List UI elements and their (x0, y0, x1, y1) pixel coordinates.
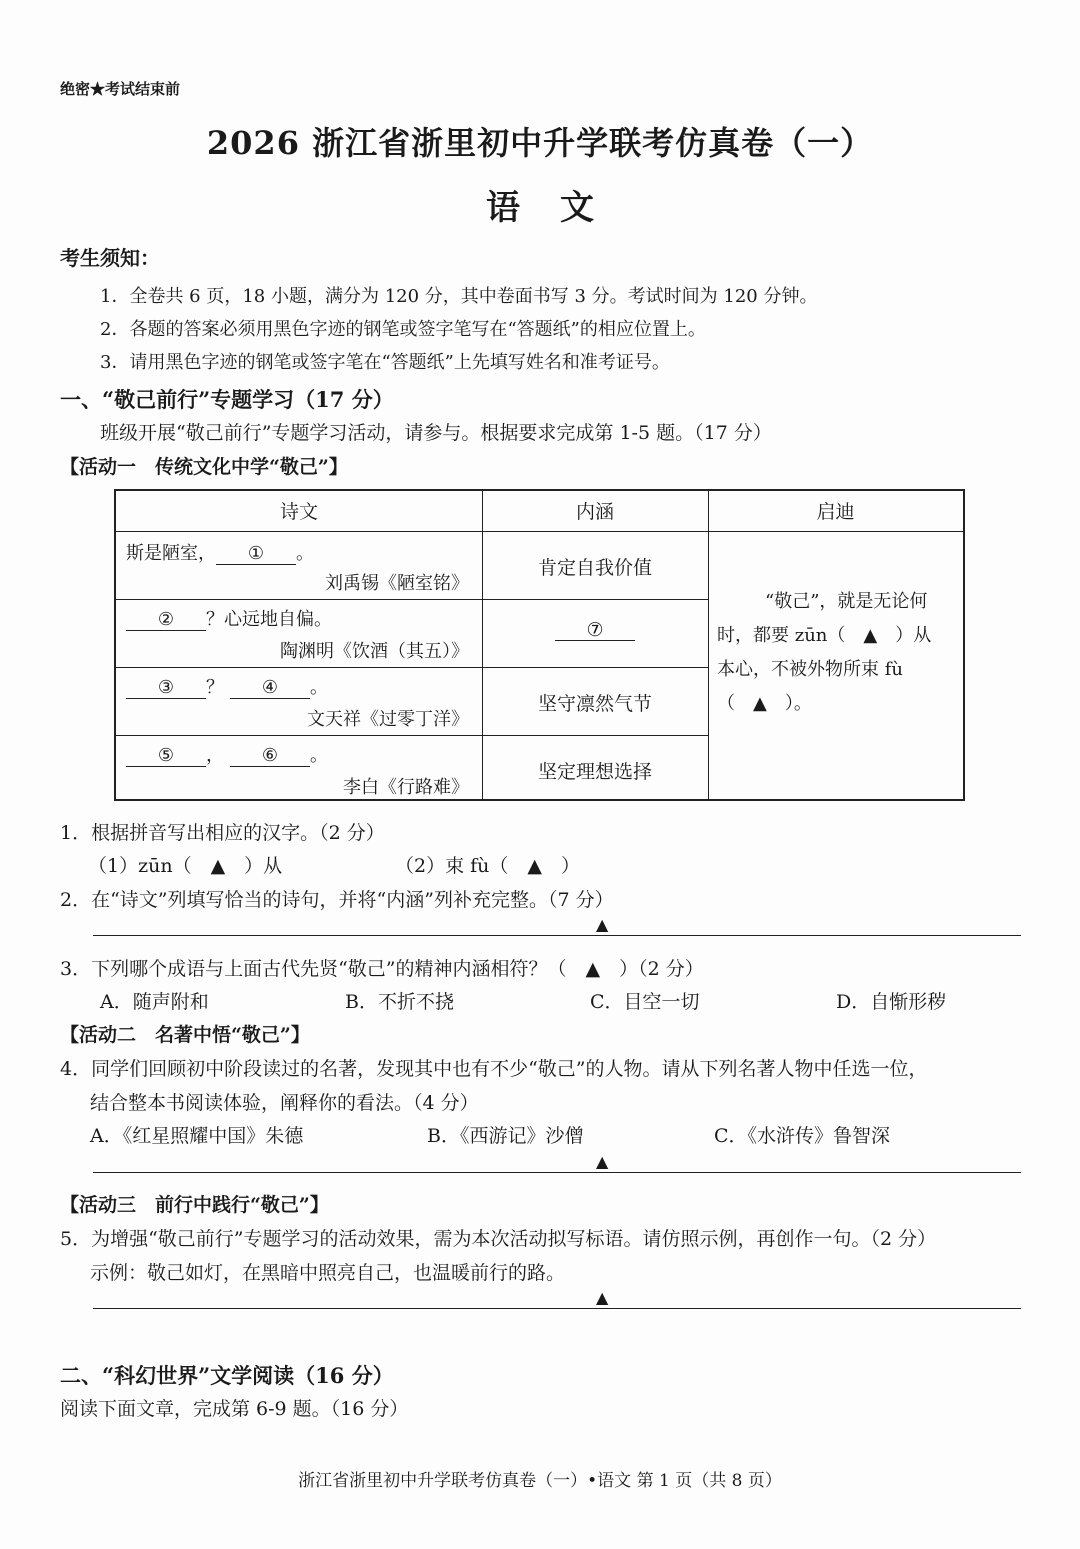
question-5-example: 示例：敬己如灯，在黑暗中照亮自己，也温暖前行的路。 (90, 1262, 566, 1284)
notice-item-3: 3．请用黑色字迹的钢笔或签字笔在“答题纸”上先填写姓名和准考证号。 (100, 352, 670, 373)
table-row-poem (126, 673, 328, 699)
question-2: 2．在“诗文”列填写恰当的诗句，并将“内涵”列补充完整。（7 分） (60, 889, 614, 911)
poem-source: 刘禹锡《陋室铭》 (325, 573, 469, 594)
answer-blank[interactable]: ① (216, 544, 296, 565)
answer-line[interactable] (93, 935, 1021, 936)
table-divider (482, 491, 483, 799)
poem-text: ？ (206, 677, 224, 698)
exam-title: 2026 浙江省浙里初中升学联考仿真卷（一） (206, 124, 874, 162)
question-4-cont: 结合整本书阅读体验，阐释你的看法。（4 分） (90, 1092, 479, 1114)
option-d: D．自惭形秽 (836, 991, 947, 1013)
table-divider (116, 599, 708, 600)
insight-line: 时，都要 zūn（ ▲ ）从 (717, 625, 932, 646)
section2-title: 二、“科幻世界”文学阅读（16 分） (60, 1363, 394, 1388)
table-meaning-cell: 坚守凛然气节 (537, 693, 652, 715)
table-row-poem (126, 741, 328, 767)
poem-text: 斯是陋室， (126, 543, 216, 564)
section2-intro: 阅读下面文章，完成第 6-9 题。（16 分） (60, 1398, 409, 1420)
insight-line: （ ▲ ）。 (717, 693, 812, 714)
notice-item-2: 2．各题的答案必须用黑色字迹的钢笔或签字笔写在“答题纸”的相应位置上。 (100, 319, 706, 340)
section1-intro: 班级开展“敬己前行”专题学习活动，请参与。根据要求完成第 1-5 题。（17 分） (100, 422, 772, 444)
answer-blank[interactable]: ⑥ (230, 746, 310, 767)
subject-title: 语文 (486, 188, 634, 228)
table-meaning-cell: 肯定自我价值 (537, 557, 652, 579)
activity2-title: 【活动二 名著中悟“敬己”】 (60, 1024, 310, 1046)
answer-marker: ▲ (596, 1288, 609, 1307)
answer-marker: ▲ (596, 1152, 609, 1171)
option-b: B．《西游记》沙僧 (427, 1125, 584, 1147)
table-header-meaning: 内涵 (575, 501, 614, 523)
answer-blank[interactable]: ⑦ (555, 620, 635, 641)
activity3-title: 【活动三 前行中践行“敬己”】 (60, 1194, 329, 1216)
table-divider (708, 491, 709, 799)
option-b: B．不折不挠 (345, 991, 454, 1013)
insight-line: “敬己”，就是无论何 (765, 591, 928, 612)
answer-blank[interactable]: ⑤ (126, 746, 206, 767)
table-row-poem (126, 605, 332, 631)
question-1-part-b: （2）束 fù（ ▲ ） (395, 855, 581, 877)
poem-text: 。 (296, 543, 314, 564)
option-c: C．目空一切 (590, 991, 700, 1013)
answer-blank[interactable]: ② (126, 610, 206, 631)
question-5: 5．为增强“敬己前行”专题学习的活动效果，需为本次活动拟写标语。请仿照示例，再创作一句。（2 分） (60, 1228, 937, 1250)
option-a: A．随声附和 (100, 991, 209, 1013)
table-divider (116, 531, 963, 532)
table-meaning-cell (482, 619, 708, 641)
answer-line[interactable] (93, 1172, 1021, 1173)
table-divider (116, 735, 708, 736)
question-1-part-a: （1）zūn（ ▲ ）从 (88, 855, 283, 877)
poem-text: ， (206, 745, 224, 766)
poem-text: 。 (310, 745, 328, 766)
option-c: C．《水浒传》鲁智深 (714, 1125, 891, 1147)
answer-blank[interactable]: ③ (126, 678, 206, 699)
poem-source: 李白《行路难》 (343, 777, 469, 798)
option-a: A．《红星照耀中国》朱德 (90, 1125, 304, 1147)
table-divider (116, 667, 708, 668)
insight-text (717, 585, 957, 721)
activity1-title: 【活动一 传统文化中学“敬己”】 (60, 456, 348, 478)
notice-item-1: 1．全卷共 6 页，18 小题，满分为 120 分，其中卷面书写 3 分。考试时间为 120 分钟。 (100, 286, 818, 307)
poem-source: 陶渊明《饮酒（其五）》 (280, 641, 469, 662)
page-footer: 浙江省浙里初中升学联考仿真卷（一）•语文 第 1 页（共 8 页） (298, 1471, 782, 1491)
table-header-poem: 诗文 (279, 501, 318, 523)
table-row-poem (126, 539, 314, 565)
table-meaning-cell: 坚定理想选择 (537, 761, 652, 783)
insight-line: 本心，不被外物所束 fù (717, 659, 903, 680)
answer-blank[interactable]: ④ (230, 678, 310, 699)
question-1: 1．根据拼音写出相应的汉字。（2 分） (60, 822, 385, 844)
question-3: 3．下列哪个成语与上面古代先贤“敬己”的精神内涵相符？（ ▲ ）（2 分） (60, 958, 704, 980)
poem-text: 。 (310, 677, 328, 698)
answer-line[interactable] (93, 1308, 1021, 1309)
table-header-insight: 启迪 (816, 501, 855, 523)
notice-title: 考生须知： (60, 246, 160, 270)
confidential-label: 绝密★考试结束前 (60, 80, 181, 98)
poem-text: ？心远地自偏。 (206, 609, 332, 630)
poem-source: 文天祥《过零丁洋》 (307, 709, 469, 730)
answer-marker: ▲ (596, 915, 609, 934)
question-4: 4．同学们回顾初中阶段读过的名著，发现其中也有不少“敬己”的人物。请从下列名著人物中任选一位， (60, 1058, 928, 1080)
section1-title: 一、“敬己前行”专题学习（17 分） (60, 387, 394, 412)
